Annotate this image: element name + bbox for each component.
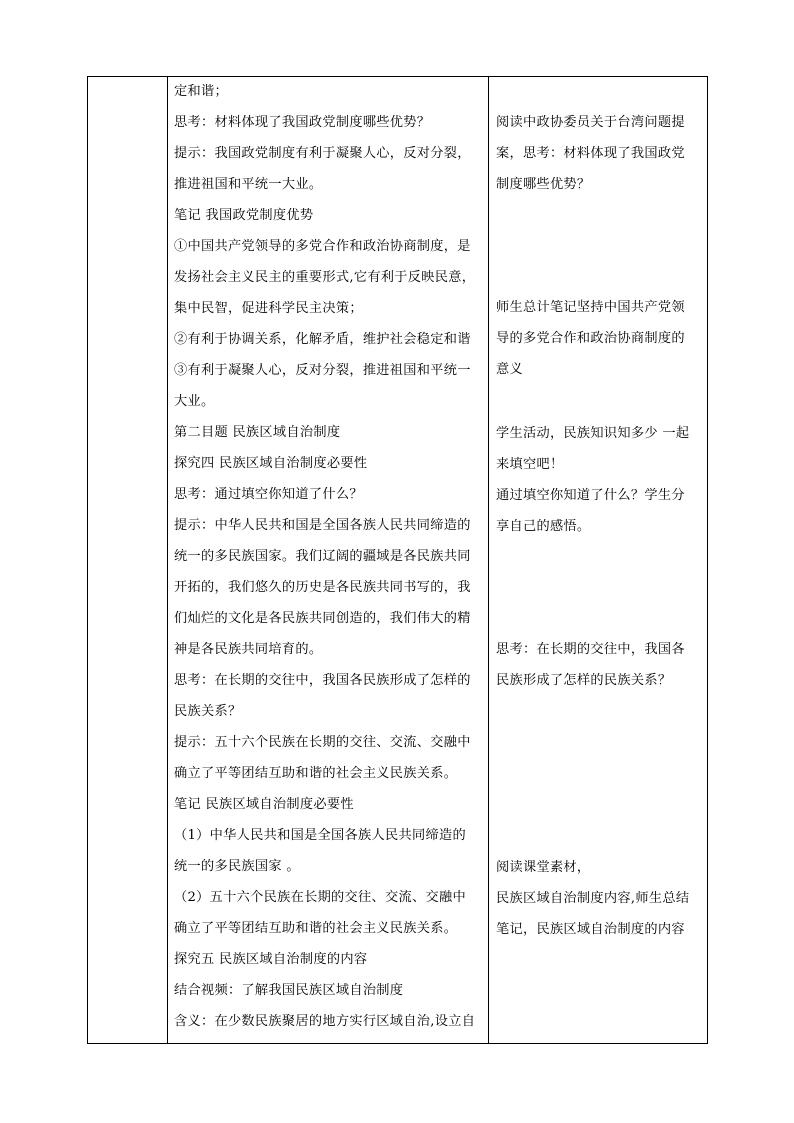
- content-line: 第二目题 民族区域自治制度: [174, 425, 341, 440]
- activity-line: 师生总计笔记坚持中国共产党领: [496, 300, 685, 315]
- content-line: 思考：通过填空你知道了什么？: [174, 487, 363, 502]
- activity-line: 通过填空你知道了什么？学生分: [496, 488, 685, 503]
- activity-line: 阅读课堂素材，: [496, 860, 591, 875]
- activity-line: 阅读中政协委员关于台湾问题提: [496, 115, 685, 130]
- lesson-plan-table: [87, 76, 708, 1044]
- activity-line: 思考：在长期的交往中，我国各: [496, 642, 685, 657]
- activity-line: 来填空吧！: [496, 457, 564, 472]
- activity-line: 享自己的感悟。: [496, 519, 591, 534]
- content-line: 提示：五十六个民族在长期的交往、交流、交融中: [174, 735, 471, 750]
- content-line: 发扬社会主义民主的重要形式,它有利于反映民意，: [174, 270, 476, 285]
- content-line: 神是各民族共同培育的。: [174, 642, 323, 657]
- teaching-content-cell: [168, 77, 489, 1044]
- content-line: 开拓的，我们悠久的历史是各民族共同书写的，我: [174, 580, 471, 595]
- content-line: ③有利于凝聚人心，反对分裂，推进祖国和平统一: [174, 363, 471, 378]
- content-line: 统一的多民族国家 。: [174, 859, 300, 874]
- content-line: 思考：在长期的交往中，我国各民族形成了怎样的: [174, 673, 471, 688]
- content-line: ①中国共产党领导的多党合作和政治协商制度，是: [174, 239, 471, 254]
- stage-column-cell: [88, 77, 168, 1044]
- content-line: 们灿烂的文化是各民族共同创造的，我们伟大的精: [174, 611, 471, 626]
- activity-line: 导的多党合作和政治协商制度的: [496, 331, 685, 346]
- activity-line: 民族区域自治制度内容,师生总结: [496, 891, 690, 906]
- content-line: 探究四 民族区域自治制度必要性: [174, 456, 368, 471]
- content-line: 确立了平等团结互助和谐的社会主义民族关系。: [174, 921, 458, 936]
- content-line: 笔记 民族区域自治制度必要性: [174, 797, 354, 812]
- activity-line: 意义: [496, 362, 523, 377]
- content-line: 提示：中华人民共和国是全国各族人民共同缔造的: [174, 518, 471, 533]
- content-line: 含义：在少数民族聚居的地方实行区域自治,设立自: [174, 1014, 476, 1029]
- content-line: （2）五十六个民族在长期的交往、交流、交融中: [174, 890, 466, 905]
- content-line: 确立了平等团结互助和谐的社会主义民族关系。: [174, 766, 458, 781]
- content-line: 大业。: [174, 394, 215, 409]
- content-line: （1）中华人民共和国是全国各族人民共同缔造的: [174, 828, 466, 843]
- content-line: 提示：我国政党制度有利于凝聚人心，反对分裂，: [174, 146, 471, 161]
- content-line: 探究五 民族区域自治制度的内容: [174, 952, 368, 967]
- activity-line: 民族形成了怎样的民族关系？: [496, 673, 672, 688]
- activity-column-cell: [489, 77, 708, 1044]
- content-line: 思考：材料体现了我国政党制度哪些优势？: [174, 115, 431, 130]
- activity-line: 案，思考：材料体现了我国政党: [496, 146, 685, 161]
- content-line: 推进祖国和平统一大业。: [174, 177, 323, 192]
- content-line: 定和谐；: [174, 84, 228, 99]
- activity-line: 学生活动，民族知识知多少 一起: [496, 426, 690, 441]
- content-line: 民族关系？: [174, 704, 242, 719]
- content-line: 统一的多民族国家。我们辽阔的疆域是各民族共同: [174, 549, 471, 564]
- table-row: [88, 77, 708, 1044]
- content-line: 结合视频：了解我国民族区域自治制度: [174, 983, 404, 998]
- content-line: 笔记 我国政党制度优势: [174, 208, 314, 223]
- activity-line: 笔记，民族区域自治制度的内容: [496, 922, 685, 937]
- content-line: ②有利于协调关系，化解矛盾，维护社会稳定和谐: [174, 332, 471, 347]
- content-line: 集中民智，促进科学民主决策；: [174, 301, 363, 316]
- activity-line: 制度哪些优势？: [496, 177, 591, 192]
